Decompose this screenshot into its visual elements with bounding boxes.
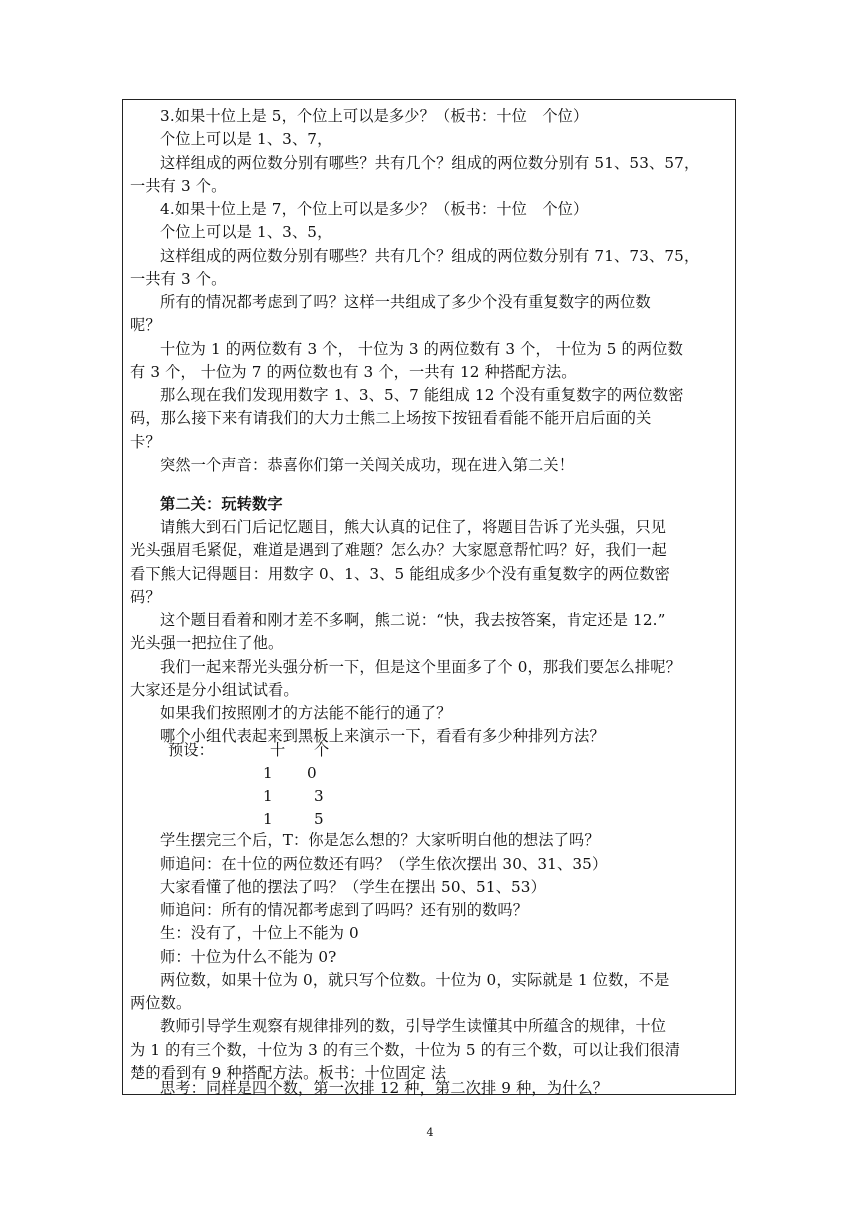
text-line: 卡？ (130, 433, 161, 451)
text-line: 呢？ (130, 316, 161, 334)
text-line: 两位数，如果十位为 0，就只写个位数。十位为 0，实际就是 1 位数，不是 (160, 971, 670, 989)
text-line: 看下熊大记得题目：用数字 0、1、3、5 能组成多少个没有重复数字的两位数密 (130, 565, 671, 583)
text-line: 所有的情况都考虑到了吗？这样一共组成了多少个没有重复数字的两位数 (160, 293, 651, 311)
text-line: 个位上可以是 1、3、7， (160, 130, 333, 148)
text-line: 学生摆完三个后，T：你是怎么想的？大家听明白他的想法了吗？ (160, 831, 600, 849)
text-line: 哪个小组代表起来到黑板上来演示一下，看看有多少种排列方法？ (160, 727, 605, 745)
text-line: 那么现在我们发现用数字 1、3、5、7 能组成 12 个没有重复数字的两位数密 (160, 386, 684, 404)
text-line: 我们一起来帮光头强分析一下，但是这个里面多了个 0，那我们要怎么排呢？ (160, 658, 681, 676)
text-line: 为 1 的有三个数，十位为 3 的有三个数，十位为 5 的有三个数，可以让我们很清 (130, 1041, 681, 1059)
tens-digit: 1 (263, 810, 273, 828)
text-line: 师：十位为什么不能为 0? (160, 948, 337, 966)
text-line: 突然一个声音：恭喜你们第一关闯关成功，现在进入第二关！ (160, 456, 575, 474)
text-line: 师追问：在十位的两位数还有吗？（学生依次摆出 30、31、35） (160, 855, 608, 873)
text-line: 教师引导学生观察有规律排列的数，引导学生读懂其中所蕴含的规律，十位 (160, 1017, 667, 1035)
text-line: 楚的看到有 9 种搭配方法。板书：十位固定 法 (130, 1064, 447, 1082)
text-line: 思考：同样是四个数，第一次排 12 种，第二次排 9 种，为什么？ (160, 1079, 609, 1097)
ones-digit: 5 (314, 810, 324, 828)
tens-digit: 1 (263, 764, 273, 782)
text-line: 光头强一把拉住了他。 (130, 634, 284, 652)
text-line: 4.如果十位上是 7，个位上可以是多少？（板书：十位 个位） (160, 200, 589, 218)
text-line: 两位数。 (130, 994, 192, 1012)
text-line: 这样组成的两位数分别有哪些？共有几个？组成的两位数分别有 71、73、75， (160, 247, 700, 265)
text-line: 大家看懂了他的摆法了吗？（学生在摆出 50、51、53） (160, 878, 546, 896)
text-line: 十位为 1 的两位数有 3 个， 十位为 3 的两位数有 3 个， 十位为 5 的两位数 (160, 340, 683, 358)
tens-digit: 1 (263, 787, 273, 805)
text-line: 个位上可以是 1、3、5， (160, 223, 333, 241)
ones-digit: 3 (314, 787, 324, 805)
text-line: 一共有 3 个。 (130, 270, 227, 288)
text-line: 生：没有了，十位上不能为 0 (160, 924, 359, 942)
text-line: 码，那么接下来有请我们的大力士熊二上场按下按钮看看能不能开启后面的关 (130, 409, 652, 427)
tens-header: 十 (270, 741, 286, 759)
text-line: 一共有 3 个。 (130, 177, 227, 195)
text-line: 请熊大到石门后记忆题目，熊大认真的记住了，将题目告诉了光头强，只见 (160, 518, 667, 536)
text-line: 大家还是分小组试试看。 (130, 681, 299, 699)
text-line: 这个题目看着和刚才差不多啊，熊二说：“快，我去按答案，肯定还是 12.” (160, 611, 666, 629)
text-line: 如果我们按照刚才的方法能不能行的通了？ (160, 704, 452, 722)
text-line: 码？ (130, 588, 161, 606)
section-heading: 第二关：玩转数字 (160, 495, 283, 513)
text-line: 光头强眉毛紧促，难道是遇到了难题？怎么办？大家愿意帮忙吗？好，我们一起 (130, 541, 667, 559)
text-line: 这样组成的两位数分别有哪些？共有几个？组成的两位数分别有 51、53、57， (160, 154, 700, 172)
page-number: 4 (426, 1126, 434, 1139)
text-line: 3.如果十位上是 5，个位上可以是多少？（板书：十位 个位） (160, 107, 589, 125)
ones-digit: 0 (307, 764, 317, 782)
preset-label: 预设： (168, 741, 215, 759)
ones-header: 个 (314, 741, 330, 759)
text-line: 师追问：所有的情况都考虑到了吗吗？还有别的数吗？ (160, 901, 529, 919)
text-line: 有 3 个， 十位为 7 的两位数也有 3 个，一共有 12 种搭配方法。 (130, 363, 577, 381)
